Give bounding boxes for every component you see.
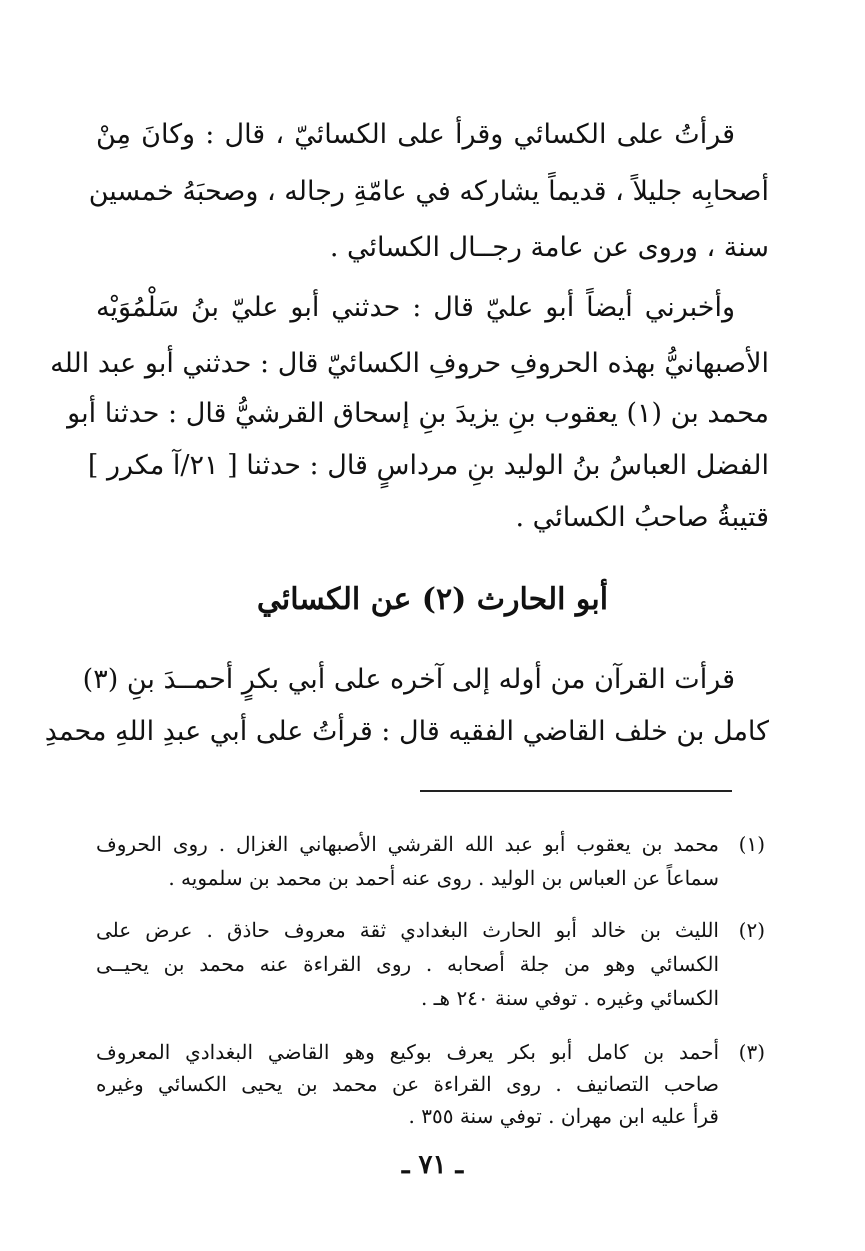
paragraph-2-line-2: الأصبهانيُّ بهذه الحروفِ حروفِ الكسائيّ قال : حدثني أبو عبد الله	[50, 348, 769, 379]
paragraph-2-line-1: وأخبرني أيضاً أبو عليّ قال : حدثني أبو عليّ بنُ سَلْمُوَيْه	[96, 292, 735, 323]
paragraph-3-line-1: قرأت القرآن من أوله إلى آخره على أبي بكرٍ أحمــدَ بنِ (٣)	[82, 664, 735, 695]
footnote-1-line-1: محمد بن يعقوب أبو عبد الله القرشي الأصبهاني الغزال . روى الحروف	[96, 832, 719, 856]
paragraph-2-line-5: قتيبةُ صاحبُ الكسائي .	[515, 502, 769, 533]
paragraph-3-line-2: كامل بن خلف القاضي الفقيه قال : قرأتُ على أبي عبدِ اللهِ محمدِ	[44, 716, 769, 747]
footnote-3-line-3: قرأ عليه ابن مهران . توفي سنة ٣٥٥ .	[408, 1104, 719, 1128]
footnote-3-line-1: أحمد بن كامل أبو بكر يعرف بوكيع وهو القاضي البغدادي المعروف	[96, 1040, 719, 1064]
footnote-2-line-2: الكسائي وهو من جلة أصحابه . روى القراءة عنه محمد بن يحيــى	[96, 952, 719, 976]
footnote-2-line-3: الكسائي وغيره . توفي سنة ٢٤٠ هـ .	[420, 986, 719, 1010]
footnote-2-number: (٢)	[738, 918, 765, 942]
footnote-1-number: (١)	[738, 832, 765, 856]
paragraph-2-line-3: محمد بن (١) يعقوب بنِ يزيدَ بنِ إسحاق القرشيُّ قال : حدثنا أبو	[67, 398, 769, 429]
paragraph-1-line-3: سنة ، وروى عن عامة رجــال الكسائي .	[329, 232, 769, 263]
footnote-2-line-1: الليث بن خالد أبو الحارث البغدادي ثقة معروف حاذق . عرض على	[96, 918, 719, 942]
section-heading: أبو الحارث (٢) عن الكسائي	[256, 582, 609, 617]
footnote-3-number: (٣)	[738, 1040, 765, 1064]
footnote-3-line-2: صاحب التصانيف . روى القراءة عن محمد بن يحيى الكسائي وغيره	[96, 1072, 719, 1096]
paragraph-2-line-4: الفضل العباسُ بنُ الوليد بنِ مرداسٍ قال : حدثنا [ ٢١/آ مكرر ]	[87, 450, 769, 481]
footnote-1-line-2: سماعاً عن العباس بن الوليد . روى عنه أحمد بن محمد بن سلمويه .	[168, 866, 719, 890]
paragraph-1-line-2: أصحابِه جليلاً ، قديماً يشاركه في عامّةِ رجاله ، وصحبَهُ خمسين	[88, 176, 769, 207]
footnote-separator	[420, 790, 732, 792]
paragraph-1-line-1: قرأتُ على الكسائي وقرأ على الكسائيّ ، قال : وكانَ مِنْ	[96, 119, 735, 150]
page-number: ـ ٧١ ـ	[401, 1150, 464, 1180]
